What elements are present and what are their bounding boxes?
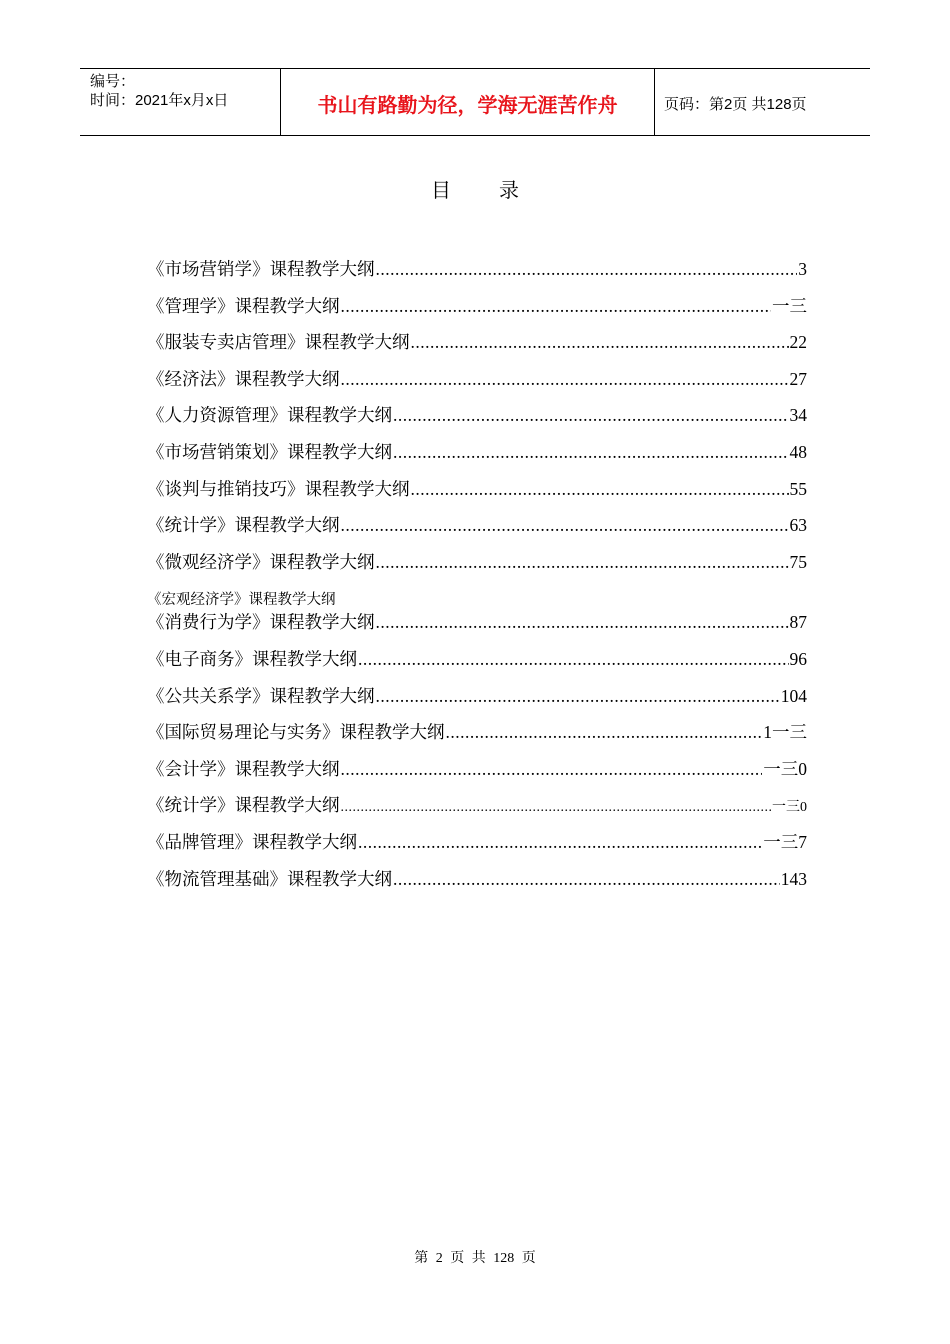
toc-leader-dots xyxy=(341,515,789,536)
toc-leader-dots xyxy=(446,722,763,743)
toc-leader-dots xyxy=(393,442,789,463)
toc-entry[interactable] xyxy=(147,683,807,720)
toc-entry-title: 《国际贸易理论与实务》课程教学大纲 xyxy=(147,722,445,743)
toc-entry-page: 一三0 xyxy=(763,758,807,779)
toc-entry[interactable] xyxy=(147,256,807,293)
toc-entry-title: 《服装专卖店管理》课程教学大纲 xyxy=(147,332,410,353)
page-footer: 第 2 页 共 128 页 xyxy=(414,1251,536,1266)
toc-leader-dots xyxy=(411,479,789,500)
toc-entry[interactable] xyxy=(147,646,807,683)
toc-entry[interactable] xyxy=(147,366,807,403)
toc-entry-title: 《会计学》课程教学大纲 xyxy=(147,758,340,779)
toc-entry-title: 《品牌管理》课程教学大纲 xyxy=(147,831,357,852)
toc-leader-dots xyxy=(341,800,772,816)
toc-entry-page: 一三0 xyxy=(772,800,807,816)
toc-entry-title: 《管理学》课程教学大纲 xyxy=(147,295,340,316)
toc-leader-dots xyxy=(341,759,763,780)
page-header xyxy=(80,68,870,136)
toc-leader-dots xyxy=(358,649,789,670)
toc-entry-page: 3 xyxy=(798,259,807,279)
toc-entry-title: 《统计学》课程教学大纲 xyxy=(147,795,340,816)
toc-entry-page: 104 xyxy=(780,685,807,706)
toc-entry[interactable] xyxy=(147,549,807,586)
toc-entry[interactable] xyxy=(147,756,807,793)
toc-entry-page: 一三7 xyxy=(763,831,807,852)
toc-entry-title: 《统计学》课程教学大纲 xyxy=(147,515,340,536)
toc-entry[interactable] xyxy=(147,792,807,829)
toc-leader-dots xyxy=(341,296,772,317)
toc-entry-page: 27 xyxy=(789,368,807,389)
toc-entry[interactable] xyxy=(147,829,807,866)
toc-entry-page: 1一三 xyxy=(763,722,807,743)
toc-entry-title: 《谈判与推销技巧》课程教学大纲 xyxy=(147,478,410,499)
toc-leader-dots xyxy=(393,405,789,426)
toc-entry-title: 《消费行为学》课程教学大纲 xyxy=(147,612,375,633)
toc-leader-dots xyxy=(393,869,780,890)
toc-entry[interactable] xyxy=(147,719,807,756)
table-of-contents xyxy=(147,256,807,902)
toc-entry[interactable] xyxy=(147,512,807,549)
toc-entry-page: 22 xyxy=(789,332,807,353)
toc-entry-page: 143 xyxy=(780,868,807,889)
toc-entry-title: 《公共关系学》课程教学大纲 xyxy=(147,685,375,706)
toc-entry-title: 《物流管理基础》课程教学大纲 xyxy=(147,868,392,889)
toc-entry-page: 34 xyxy=(789,405,807,426)
toc-leader-dots xyxy=(341,369,789,390)
toc-entry-title: 《市场营销策划》课程教学大纲 xyxy=(147,441,392,462)
toc-entry-page: 63 xyxy=(789,515,807,536)
time-label: 时间：2021年x月x日 xyxy=(90,92,229,109)
header-motto: 书山有路勤为径，学海无涯苦作舟 xyxy=(281,69,655,135)
toc-entry[interactable] xyxy=(147,439,807,476)
header-meta xyxy=(80,69,281,135)
toc-title: 目录 xyxy=(431,180,567,202)
toc-leader-dots xyxy=(376,552,789,573)
toc-leader-dots xyxy=(376,686,780,707)
toc-entry-title: 《市场营销学》课程教学大纲 xyxy=(147,259,375,279)
toc-entry[interactable] xyxy=(147,293,807,330)
toc-entry-page: 55 xyxy=(789,478,807,499)
number-label: 编号： xyxy=(90,73,136,90)
toc-entry-title: 《人力资源管理》课程教学大纲 xyxy=(147,405,392,426)
toc-entry-title: 《经济法》课程教学大纲 xyxy=(147,368,340,389)
toc-entry-title: 《宏观经济学》课程教学大纲 xyxy=(147,592,336,609)
toc-leader-dots xyxy=(411,332,789,353)
toc-entry-page: 75 xyxy=(789,551,807,572)
toc-leader-dots xyxy=(376,259,798,280)
toc-entry-title: 《微观经济学》课程教学大纲 xyxy=(147,551,375,572)
toc-leader-dots xyxy=(358,832,762,853)
toc-entry-page: 87 xyxy=(789,612,807,633)
toc-entry-title: 《电子商务》课程教学大纲 xyxy=(147,648,357,669)
toc-entry[interactable] xyxy=(147,585,807,609)
toc-entry[interactable] xyxy=(147,609,807,646)
toc-entry[interactable] xyxy=(147,329,807,366)
toc-entry[interactable] xyxy=(147,866,807,903)
toc-entry-page: 一三 xyxy=(772,295,807,316)
toc-entry[interactable] xyxy=(147,476,807,513)
header-page-info: 页码：第2页 共128页 xyxy=(664,95,807,113)
toc-entry-page: 96 xyxy=(789,648,807,669)
toc-entry-page: 48 xyxy=(789,441,807,462)
toc-leader-dots xyxy=(376,612,789,633)
toc-entry[interactable] xyxy=(147,402,807,439)
